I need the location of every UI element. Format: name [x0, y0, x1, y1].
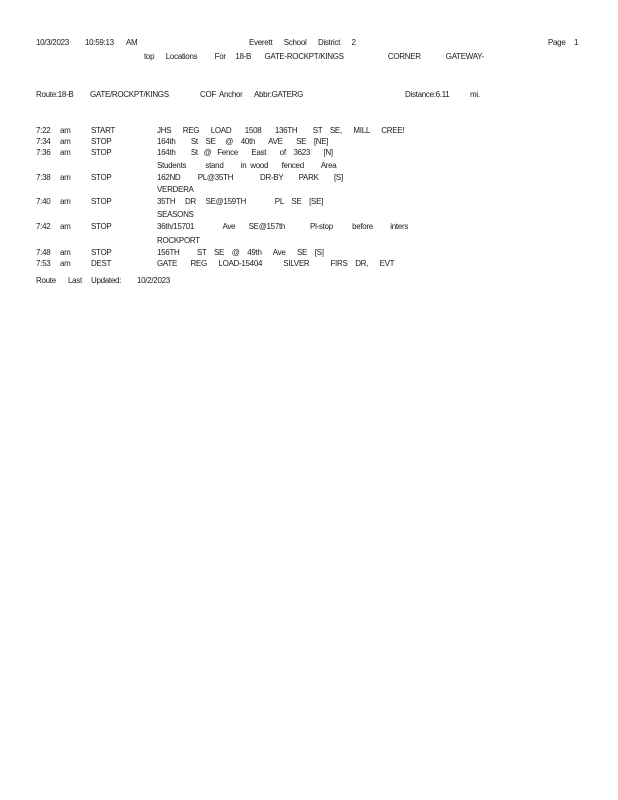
route-distance-unit: mi. [470, 90, 480, 99]
route-id: Route:18-B [36, 90, 74, 99]
stop-time: 7:38 [36, 173, 51, 182]
stop-location: 164th St @ Fence East of 3623 [N] [157, 148, 333, 157]
footer-route-label: Route [36, 276, 56, 285]
stop-time: 7:48 [36, 248, 51, 257]
stop-row [0, 173, 618, 184]
stop-type: STOP [91, 197, 112, 206]
report-subtitle: top Locations For 18-B GATE-ROCKPT/KINGS CORNER GATEWAY- [144, 52, 484, 61]
page-number: 1 [574, 38, 579, 47]
stop-ampm: am [60, 137, 71, 146]
stop-note: VERDERA [157, 185, 194, 194]
stop-ampm: am [60, 248, 71, 257]
stop-time: 7:22 [36, 126, 51, 135]
stop-note-row [0, 185, 618, 196]
stop-type: DEST [91, 259, 112, 268]
route-distance: Distance:6.11 [405, 90, 450, 99]
stop-row [0, 259, 618, 270]
stop-ampm: am [60, 259, 71, 268]
stop-row [0, 197, 618, 208]
stop-note: ROCKPORT [157, 236, 200, 245]
route-name: GATE/ROCKPT/KINGS [90, 90, 169, 99]
stop-note-row [0, 210, 618, 221]
stop-type: STOP [91, 137, 112, 146]
stop-row [0, 137, 618, 148]
stop-row [0, 248, 618, 259]
stop-location: JHS REG LOAD 1508 136TH ST SE, MILL CREE! [157, 126, 405, 135]
page-label: Page [548, 38, 566, 47]
stop-location: 36th/15701 Ave SE@157th Pl-stop before inters [157, 222, 409, 231]
stop-type: STOP [91, 248, 112, 257]
stop-location: 164th St SE @ 40th AVE SE [NE] [157, 137, 329, 146]
stop-row [0, 148, 618, 159]
stop-type: START [91, 126, 115, 135]
stop-note-row [0, 236, 618, 247]
route-cof: COF [200, 90, 216, 99]
footer-updated-label: Updated: [91, 276, 122, 285]
report-ampm: AM [126, 38, 138, 47]
footer-last-label: Last [68, 276, 82, 285]
report-time: 10:59:13 [85, 38, 114, 47]
stop-note-row [0, 161, 618, 172]
stop-row [0, 126, 618, 137]
stop-type: STOP [91, 222, 112, 231]
stop-row [0, 222, 618, 233]
stop-location: 162ND PL@35TH DR-BY PARK [S] [157, 173, 343, 182]
district-title: Everett School District 2 [249, 38, 356, 47]
route-abbr: Abbr:GATERG [254, 90, 304, 99]
stop-time: 7:53 [36, 259, 51, 268]
stop-ampm: am [60, 222, 71, 231]
stop-ampm: am [60, 197, 71, 206]
stop-time: 7:34 [36, 137, 51, 146]
report-date: 10/3/2023 [36, 38, 69, 47]
stop-location: 156TH ST SE @ 49th Ave SE [S] [157, 248, 324, 257]
stop-ampm: am [60, 126, 71, 135]
stop-ampm: am [60, 173, 71, 182]
stop-time: 7:36 [36, 148, 51, 157]
route-anchor: Anchor [219, 90, 243, 99]
stop-location: GATE REG LOAD-15404 SILVER FIRS DR, EVT [157, 259, 395, 268]
footer-updated-date: 10/2/2023 [137, 276, 170, 285]
stop-ampm: am [60, 148, 71, 157]
stop-type: STOP [91, 148, 112, 157]
stop-time: 7:40 [36, 197, 51, 206]
stop-note: SEASONS [157, 210, 194, 219]
stop-time: 7:42 [36, 222, 51, 231]
stop-note: Students stand in wood fenced Area [157, 161, 337, 170]
stop-type: STOP [91, 173, 112, 182]
stop-location: 35TH DR SE@159TH PL SE [SE] [157, 197, 324, 206]
